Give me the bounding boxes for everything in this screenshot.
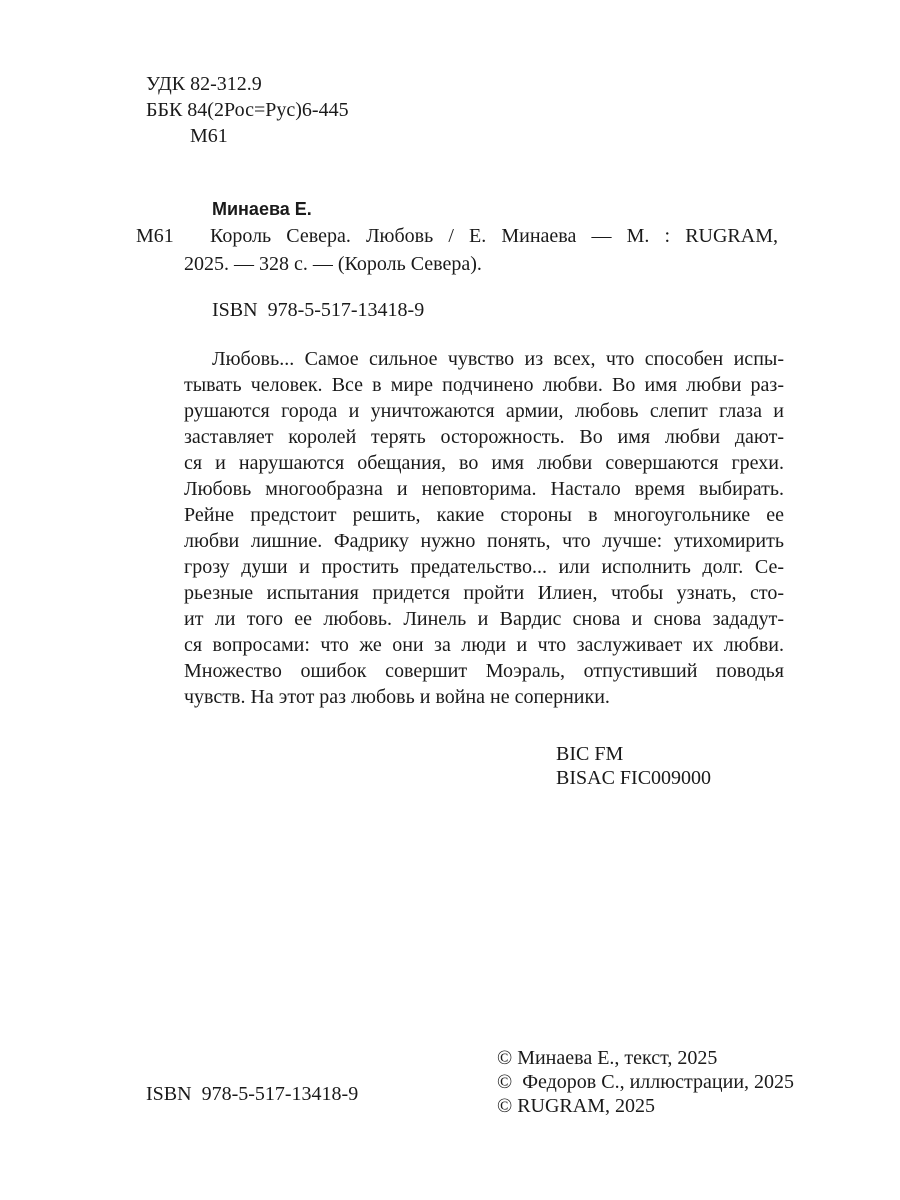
footer-isbn: ISBN 978-5-517-13418-9 [146,1083,359,1105]
annotation-line: ит ли того ее любовь. Линель и Вардис снова и снова зададут- [184,608,784,630]
bibliography-line-1: Король Севера. Любовь / Е. Минаева — М. : RUGRAM, [210,225,778,247]
annotation-line: Любовь... Самое сильное чувство из всех, что способен испы- [212,348,784,370]
annotation-line: Любовь многообразна и неповторима. Настало время выбирать. [184,478,784,500]
annotation-line: Множество ошибок совершит Моэраль, отпустивший поводья [184,660,784,682]
bic-code: BIC FM [556,743,624,765]
bibliography-author-mark: М61 [136,225,174,247]
annotation-line: Рейне предстоит решить, какие стороны в многоугольнике ее [184,504,784,526]
bisac-code: BISAC FIC009000 [556,767,712,789]
annotation-line: чувств. На этот раз любовь и война не соперники. [184,686,610,708]
bibliography-record [184,222,778,278]
annotation-line: рушаются города и уничтожаются армии, любовь слепит глаза и [184,400,784,422]
author-mark: М61 [190,125,228,147]
annotation-line: ся и нарушаются обещания, во имя любви совершаются грехи. [184,452,784,474]
annotation [184,346,784,710]
udk-code: УДК 82-312.9 [146,73,262,95]
annotation-line: грозу души и простить предательство... или исполнить долг. Се- [184,556,784,578]
annotation-line: ся вопросами: что же они за люди и что заслуживает их любви. [184,634,784,656]
annotation-line: тывать человек. Все в мире подчинено любви. Во имя любви раз- [184,374,784,396]
copyright-publisher: © RUGRAM, 2025 [497,1095,655,1117]
bbk-code: ББК 84(2Рос=Рус)6-445 [146,99,349,121]
bibliography-isbn: ISBN 978-5-517-13418-9 [212,299,425,321]
author-name: Минаева Е. [212,199,312,219]
annotation-line: рьезные испытания придется пройти Илиен, чтобы узнать, сто- [184,582,784,604]
copyright-illustrations: © Федоров С., иллюстрации, 2025 [497,1071,795,1093]
annotation-line: заставляет королей терять осторожность. Во имя любви дают- [184,426,784,448]
copyright-text: © Минаева Е., текст, 2025 [497,1047,718,1069]
annotation-line: любви лишние. Фадрику нужно понять, что лучше: утихомирить [184,530,784,552]
bibliography-line-2: 2025. — 328 с. — (Король Севера). [184,253,482,275]
